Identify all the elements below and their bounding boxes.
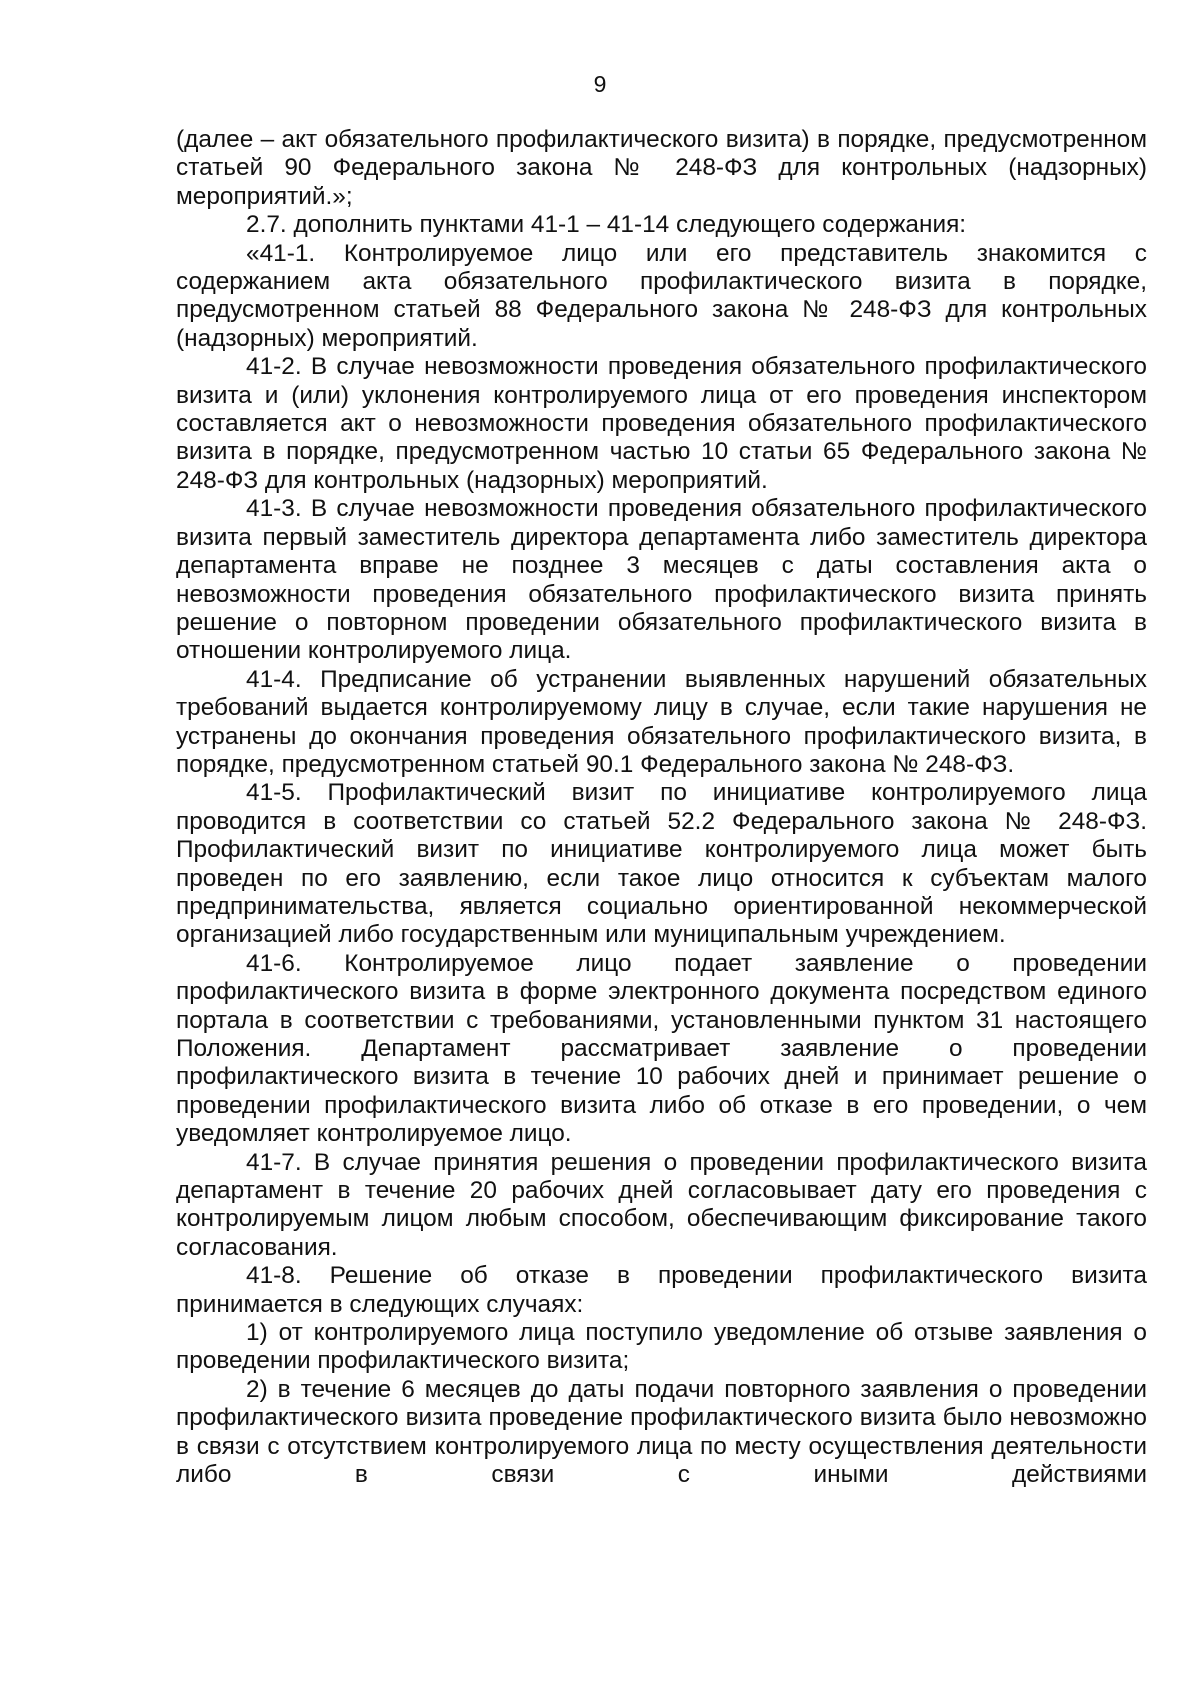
- paragraph-41-6: 41-6. Контролируемое лицо подает заявление о проведении профилактического визита в форме электронного документа посредством единого портала в соответствии с требованиями, установленными пунктом 31 настоящего Положения. Департамент рассматривает заявление о проведении профилактического визита в течение 10 рабочих дней и принимает решение о проведении профилактического визита либо об отказе в его проведении, о чем уведомляет контролируемое лицо.: [176, 949, 1147, 1148]
- paragraph-act-continuation: (далее – акт обязательного профилактического визита) в порядке, предусмотренном статьей 90 Федерального закона № 248-ФЗ для контрольных (надзорных) мероприятий.»;: [176, 126, 1147, 210]
- document-body: [176, 126, 1147, 1490]
- page-number: 9: [593, 71, 607, 97]
- paragraph-41-8: 41-8. Решение об отказе в проведении профилактического визита принимается в следующих случаях:: [176, 1262, 1147, 1318]
- paragraph-item-1: 1) от контролируемого лица поступило уведомление об отзыве заявления о проведении профилактического визита;: [176, 1319, 1147, 1375]
- paragraph-2-7: 2.7. дополнить пунктами 41-1 – 41-14 следующего содержания:: [246, 211, 967, 239]
- paragraph-41-4: 41-4. Предписание об устранении выявленных нарушений обязательных требований выдается контролируемому лицу в случае, если такие нарушения не устранены до окончания проведения обязательного профилактического визита, в порядке, предусмотренном статьей 90.1 Федерального закона № 248-ФЗ.: [176, 665, 1147, 778]
- paragraph-41-2: 41-2. В случае невозможности проведения обязательного профилактического визита и (или) уклонения контролируемого лица от его проведения инспектором составляется акт о невозможности проведения обязательного профилактического визита в порядке, предусмотренном частью 10 статьи 65 Федерального закона № 248-ФЗ для контрольных (надзорных) мероприятий.: [176, 353, 1147, 494]
- paragraph-41-7: 41-7. В случае принятия решения о проведении профилактического визита департамент в течение 20 рабочих дней согласовывает дату его проведения с контролируемым лицом любым способом, обеспечивающим фиксирование такого согласования.: [176, 1148, 1147, 1261]
- paragraph-41-1: «41-1. Контролируемое лицо или его представитель знакомится с содержанием акта обязательного профилактического визита в порядке, предусмотренном статьей 88 Федерального закона № 248-ФЗ для контрольных (надзорных) мероприятий.: [176, 239, 1147, 352]
- paragraph-item-2: 2) в течение 6 месяцев до даты подачи повторного заявления о проведении профилактического визита проведение профилактического визита было невозможно в связи с отсутствием контролируемого лица по месту осуществления деятельности либо в связи с иными действиями: [176, 1375, 1147, 1489]
- paragraph-41-3: 41-3. В случае невозможности проведения обязательного профилактического визита первый заместитель директора департамента либо заместитель директора департамента вправе не позднее 3 месяцев с даты составления акта о невозможности проведения обязательного профилактического визита принять решение о повторном проведении обязательного профилактического визита в отношении контролируемого лица.: [176, 495, 1147, 665]
- paragraph-41-5: 41-5. Профилактический визит по инициативе контролируемого лица проводится в соответствии со статьей 52.2 Федерального закона № 248-ФЗ. Профилактический визит по инициативе контролируемого лица может быть проведен по его заявлению, если такое лицо относится к субъектам малого предпринимательства, является социально ориентированной некоммерческой организацией либо государственным или муниципальным учреждением.: [176, 779, 1147, 949]
